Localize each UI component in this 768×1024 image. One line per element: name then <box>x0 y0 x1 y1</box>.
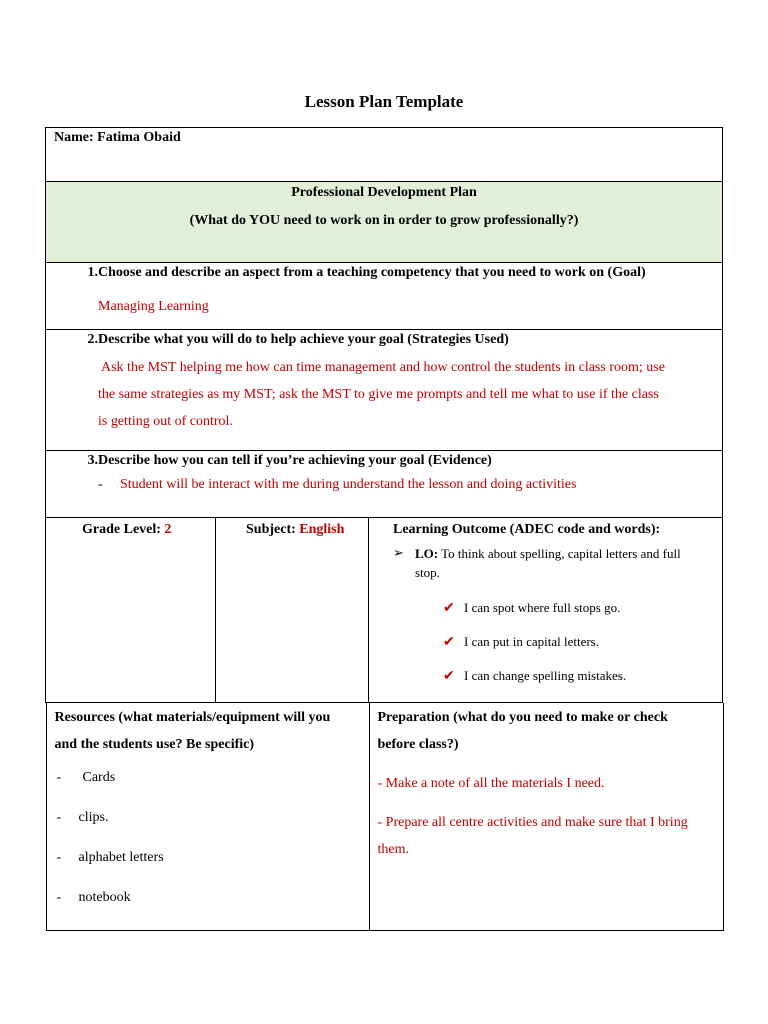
strategies-section <box>46 330 723 451</box>
teacher-name: Name: Fatima Obaid <box>54 130 181 145</box>
goal-answer: Managing Learning <box>98 299 209 314</box>
section-number: 3. <box>87 453 98 468</box>
resource-item: clips. <box>78 810 109 825</box>
pd-question: (What do YOU need to work on in order to grow professionally?) <box>189 213 579 228</box>
learning-outcome-heading: Learning Outcome (ADEC code and words): <box>393 522 661 537</box>
resource-item: Cards <box>82 770 116 785</box>
resources-preparation-table <box>46 703 724 931</box>
subject-label: Subject: <box>246 522 296 537</box>
preparation-item: - Prepare all centre activities and make sure that I bring <box>377 815 688 830</box>
check-icon: ✔ <box>443 669 455 684</box>
pd-heading: Professional Development Plan <box>291 185 477 200</box>
preparation-heading-line-2: before class?) <box>377 737 459 752</box>
grade-level-cell <box>46 518 216 703</box>
resource-item: notebook <box>78 890 131 905</box>
lo-text: To think about spelling, capital letters and full <box>441 546 681 561</box>
preparation-cell <box>369 703 723 931</box>
evidence-heading: Describe how you can tell if you’re achieving your goal (Evidence) <box>98 453 492 468</box>
strategies-answer-line-1: Ask the MST helping me how can time management and how control the students in class room; use <box>101 360 665 375</box>
evidence-dash: - <box>98 477 103 492</box>
subject-cell <box>216 518 369 703</box>
check-icon: ✔ <box>443 635 455 650</box>
evidence-section <box>46 451 723 518</box>
lo-text-continued: stop. <box>415 565 440 580</box>
professional-development-header <box>46 182 723 263</box>
section-number: 2. <box>87 332 98 347</box>
resource-item: alphabet letters <box>78 850 164 865</box>
strategies-heading: Describe what you will do to help achieve your goal (Strategies Used) <box>98 332 509 347</box>
evidence-answer: Student will be interact with me during understand the lesson and doing activities <box>120 477 577 492</box>
arrow-bullet-icon: ➢ <box>393 545 404 560</box>
check-item: I can spot where full stops go. <box>463 600 621 615</box>
goal-heading: Choose and describe an aspect from a teaching competency that you need to work on (Goal) <box>98 265 646 280</box>
check-item: I can put in capital letters. <box>463 634 599 649</box>
section-number: 1. <box>87 265 98 280</box>
goal-section <box>46 263 723 330</box>
learning-outcome-cell <box>369 518 723 703</box>
grade-level-value: 2 <box>164 522 172 537</box>
document-title: Lesson Plan Template <box>304 92 464 111</box>
preparation-item: - Make a note of all the materials I need. <box>377 776 605 791</box>
preparation-heading-line-1: Preparation (what do you need to make or check <box>377 710 668 725</box>
lesson-plan-table <box>45 127 723 931</box>
check-item: I can change spelling mistakes. <box>463 668 627 683</box>
resources-heading-line-2: and the students use? Be specific) <box>54 737 255 752</box>
grade-level-label: Grade Level: <box>82 522 161 537</box>
preparation-item-continued: them. <box>377 842 409 857</box>
strategies-answer-line-3: is getting out of control. <box>98 414 233 429</box>
resources-cell: Resources (what materials/equipment will you and the students use? Be specific) - Cards - clips. - alphabet letters - notebook <box>46 703 369 931</box>
strategies-answer-line-2: the same strategies as my MST; ask the MST to give me prompts and tell me what to use if the class <box>98 387 659 402</box>
subject-value: English <box>299 522 345 537</box>
resources-heading-line-1: Resources (what materials/equipment will you <box>54 710 331 725</box>
name-cell <box>46 128 723 182</box>
lo-label: LO: <box>415 546 439 561</box>
check-icon: ✔ <box>443 601 455 616</box>
